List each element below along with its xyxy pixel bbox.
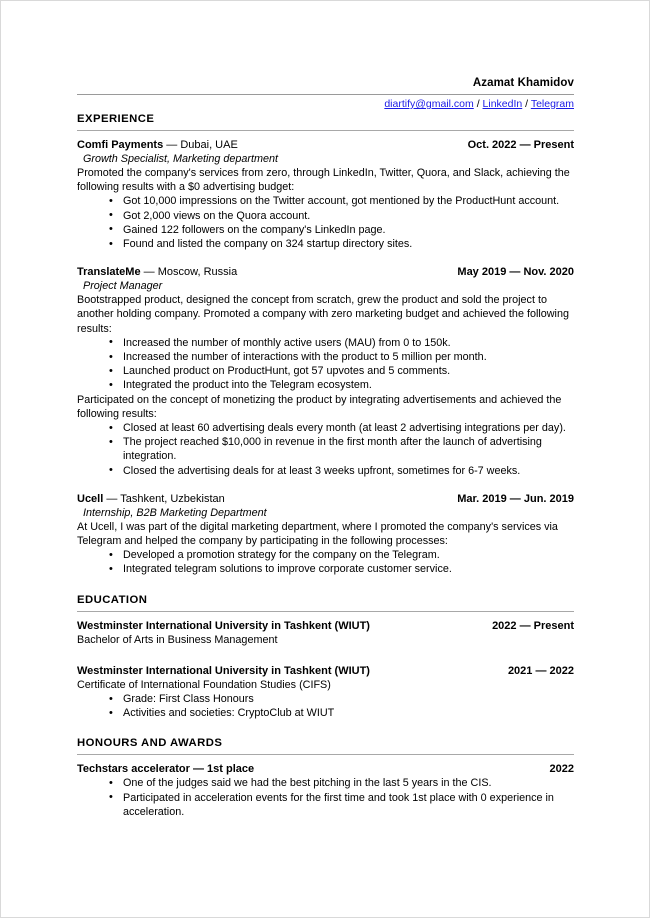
education-entry [77,619,574,647]
entry-role: Project Manager [83,280,163,293]
telegram-link[interactable]: Telegram [530,98,574,110]
section-divider-honours [77,754,574,755]
entry-header [77,762,574,776]
list-item: • Increased the number of interactions with the product to 5 million per month. [109,350,574,364]
entry-bullet-list [77,194,574,251]
entry-description-secondary: Participated on the concept of monetizing the product by integrating advertisements and achieved the following results: [77,393,562,420]
entry-location: Moscow, Russia [157,266,238,279]
entry-description: Bootstrapped product, designed the concept from scratch, grew the product and sold the project to another holding company. Promoted a company with zero marketing budget and achieved the following results: [77,294,569,335]
entry-org-line [77,138,238,152]
list-item: • Launched product on ProductHunt, got 57 upvotes and 5 comments. [109,364,574,378]
section-divider-education [77,611,574,612]
list-item: • Integrated the product into the Telegram ecosystem. [109,378,574,392]
entry-org: Westminster International University in Tashkent (WIUT) [77,664,370,677]
contact-separator-1: / [473,98,483,110]
entry-bullet-list [77,776,574,819]
entry-dates: 2022 [549,763,574,776]
list-item: • One of the judges said we had the best pitching in the last 5 years in the CIS. [109,776,574,790]
entry-bullet-list [77,548,574,576]
list-item: • Got 2,000 views on the Quora account. [109,209,574,223]
section-title-honours: HONOURS AND AWARDS [77,737,223,750]
list-item: • Closed at least 60 advertising deals every month (at least 2 advertising integrations per day). [109,421,574,435]
entry-org: Westminster International University in Tashkent (WIUT) [77,619,370,632]
resume-content [77,1,574,819]
entry-bullet-list [77,336,574,393]
list-item: • Participated in acceleration events for the first time and took 1st place with 0 experience in acceleration. [109,791,574,819]
list-item: • Increased the number of monthly active users (MAU) from 0 to 150k. [109,336,574,350]
entry-role: Growth Specialist, Marketing department [83,153,279,165]
entry-location: Tashkent, Uzbekistan [120,492,225,505]
entry-dash: — [103,492,121,505]
list-item: • Closed the advertising deals for at least 3 weeks upfront, sometimes for 6-7 weeks. [109,464,574,478]
list-item: • The project reached $10,000 in revenue in the first month after the launch of advertising integration. [109,435,574,463]
email-link[interactable]: diartify@gmail.com [384,98,474,110]
section-title-education: EDUCATION [77,593,148,606]
entry-header [77,664,574,678]
experience-entry [77,265,574,478]
list-item: • Found and listed the company on 324 startup directory sites. [109,237,574,251]
honours-entry [77,762,574,819]
entry-bullet-list-secondary [77,421,574,478]
list-item: • Activities and societies: CryptoClub at WIUT [109,706,574,720]
entry-degree: Bachelor of Arts in Business Management [77,633,278,646]
section-divider-experience [77,130,574,131]
entry-org: Ucell [77,492,104,505]
entry-dash: — [163,139,181,151]
list-item: • Developed a promotion strategy for the company on the Telegram. [109,548,574,562]
list-item: • Gained 122 followers on the company's LinkedIn page. [109,223,574,237]
list-item: • Got 10,000 impressions on the Twitter account, got mentioned by the ProductHunt account. [109,194,574,208]
entry-dates: Oct. 2022 — Present [467,139,574,151]
entry-dates: Mar. 2019 — Jun. 2019 [457,492,574,505]
entry-header [77,265,574,279]
experience-entry [77,138,574,251]
entry-header [77,492,574,506]
list-item: • Integrated telegram solutions to improve corporate customer service. [109,562,574,576]
entry-degree: Certificate of International Foundation Studies (CIFS) [77,678,331,691]
section-title-experience: EXPERIENCE [77,113,155,125]
entry-bullet-list [77,692,574,720]
entry-org-line [77,492,225,506]
entry-org-line [77,265,237,279]
entry-org: TranslateMe [77,266,141,279]
entry-org: Techstars accelerator — 1st place [77,763,255,776]
entry-description: Promoted the company's services from zero, through LinkedIn, Twitter, Quora, and Slack, achieving the following results with a $0 advertising budget: [77,167,570,194]
entry-role: Internship, B2B Marketing Department [83,506,267,519]
entry-header [77,138,574,152]
contact-separator-2: / [522,98,531,110]
experience-entry [77,492,574,577]
candidate-name: Azamat Khamidov [472,77,574,89]
entry-description: At Ucell, I was part of the digital marketing department, where I promoted the company's services via Telegram and helped the company by participating in the following processes: [77,520,558,548]
list-item: • Grade: First Class Honours [109,692,574,706]
entry-dates: 2021 — 2022 [507,664,574,677]
entry-dash: — [140,266,158,279]
header-divider [77,94,574,95]
entry-dates: May 2019 — Nov. 2020 [457,266,574,279]
education-entry [77,664,574,721]
entry-dates: 2022 — Present [492,619,574,632]
linkedin-link[interactable]: LinkedIn [482,98,523,110]
contact-links [77,98,574,111]
entry-header [77,619,574,633]
entry-org: Comfi Payments [77,139,164,151]
entry-location: Dubai, UAE [180,139,238,151]
